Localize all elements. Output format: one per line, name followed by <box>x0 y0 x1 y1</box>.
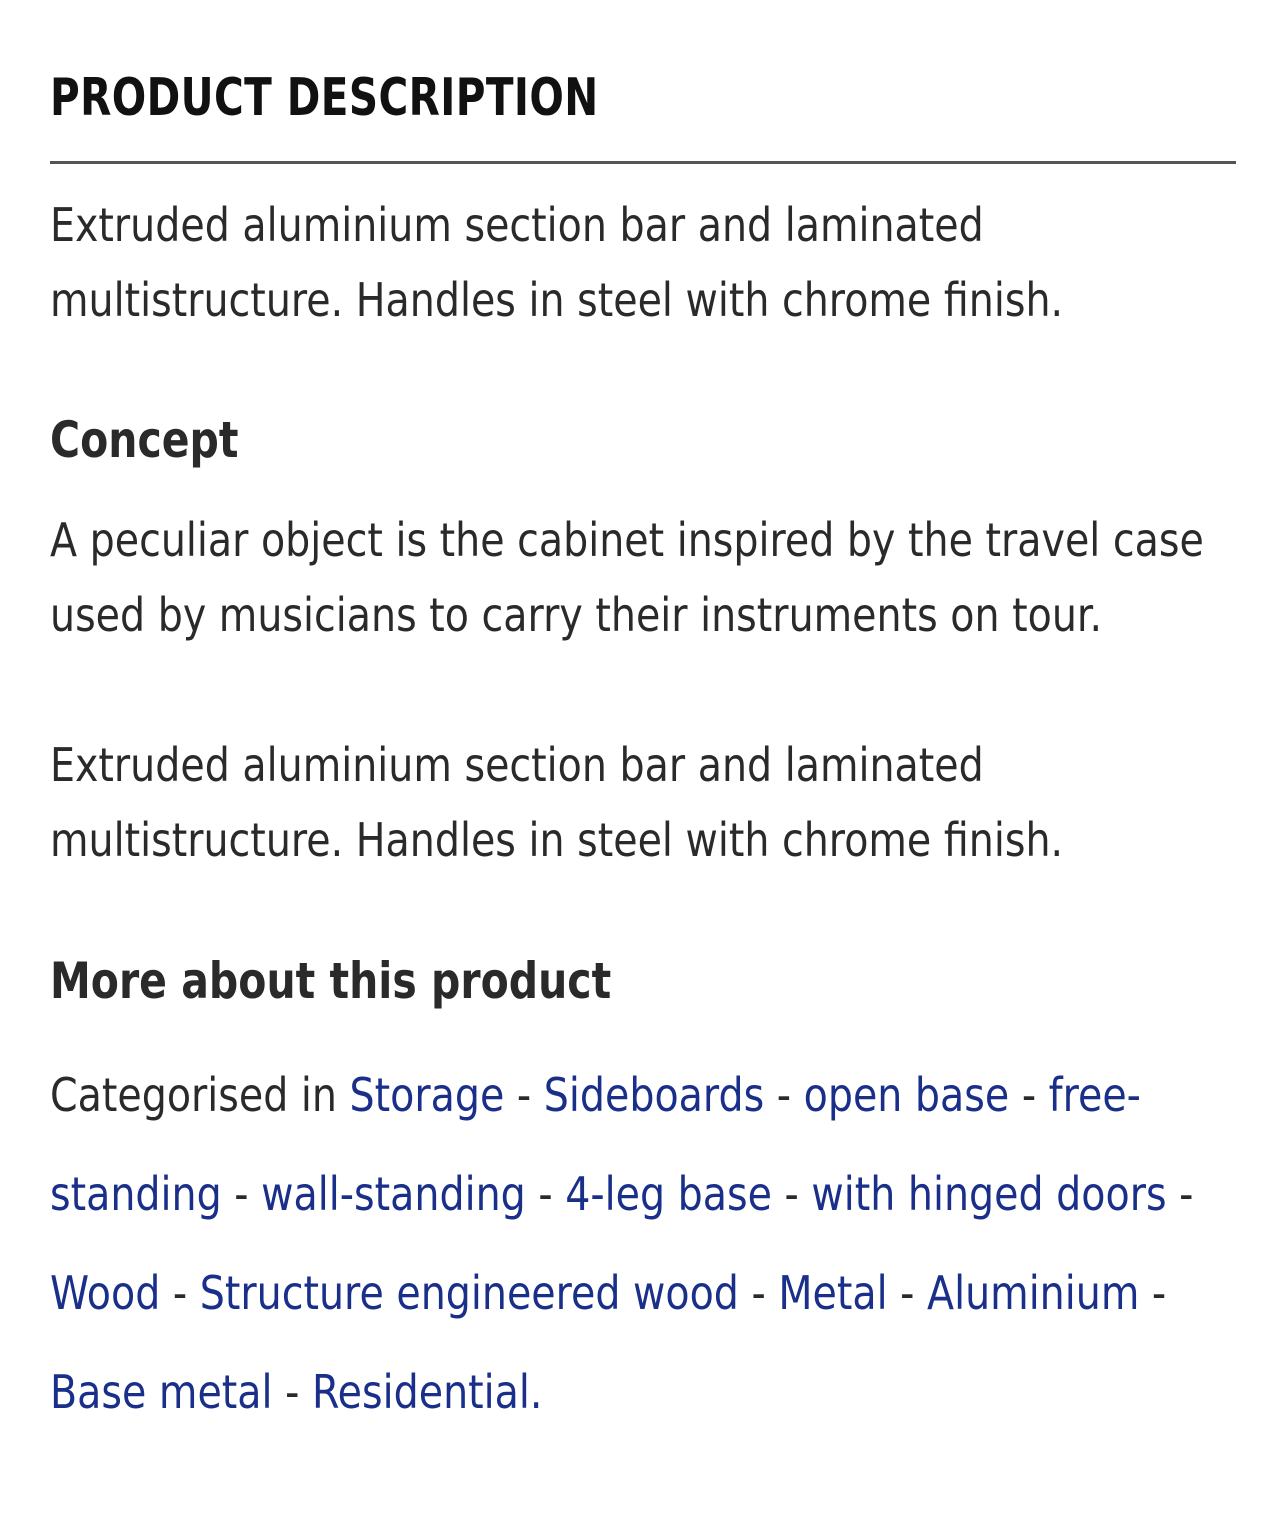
category-link-base-metal[interactable]: Base metal <box>50 1365 273 1419</box>
category-separator: - <box>516 1068 532 1122</box>
category-link-structure-engineered-wood[interactable]: Structure engineered wood <box>199 1266 739 1320</box>
category-end-period: . <box>529 1365 543 1419</box>
category-separator: - <box>285 1365 300 1419</box>
category-link-metal[interactable]: Metal <box>778 1266 888 1320</box>
category-list <box>50 1046 1237 1442</box>
category-link-storage[interactable]: Storage <box>349 1068 505 1122</box>
category-separator: - <box>900 1266 915 1320</box>
category-link-4-leg-base[interactable]: 4-leg base <box>565 1167 772 1221</box>
concept-heading: Concept <box>50 411 239 469</box>
more-about-heading: More about this product <box>50 952 612 1010</box>
category-link-wood[interactable]: Wood <box>50 1266 161 1320</box>
concept-paragraph-1: A peculiar object is the cabinet inspired by the travel case used by musicians to carry their instruments on tour. <box>50 513 1204 642</box>
category-separator: - <box>776 1068 792 1122</box>
category-separator: - <box>1151 1266 1167 1320</box>
section-title: PRODUCT DESCRIPTION <box>50 68 599 128</box>
category-separator: - <box>234 1167 249 1221</box>
description-paragraph: Extruded aluminium section bar and laminated multistructure. Handles in steel with chrome finish. <box>50 198 1064 327</box>
category-separator: - <box>784 1167 799 1221</box>
category-separator: - <box>538 1167 553 1221</box>
category-separator: - <box>751 1266 766 1320</box>
category-link-sideboards[interactable]: Sideboards <box>543 1068 765 1122</box>
category-link-aluminium[interactable]: Aluminium <box>927 1266 1140 1320</box>
category-separator: - <box>1179 1167 1194 1221</box>
category-separator: - <box>172 1266 188 1320</box>
category-link-free-standing[interactable]: free-standing <box>50 1068 1141 1221</box>
category-separator: - <box>1021 1068 1037 1122</box>
category-link-with-hinged-doors[interactable]: with hinged doors <box>811 1167 1167 1221</box>
title-divider <box>50 161 1236 164</box>
category-link-wall-standing[interactable]: wall-standing <box>261 1167 526 1221</box>
category-link-residential[interactable]: Residential <box>311 1365 530 1419</box>
category-link-open-base[interactable]: open base <box>803 1068 1010 1122</box>
concept-paragraph-2: Extruded aluminium section bar and laminated multistructure. Handles in steel with chrome finish. <box>50 738 1064 867</box>
category-prefix: Categorised in <box>50 1068 337 1122</box>
